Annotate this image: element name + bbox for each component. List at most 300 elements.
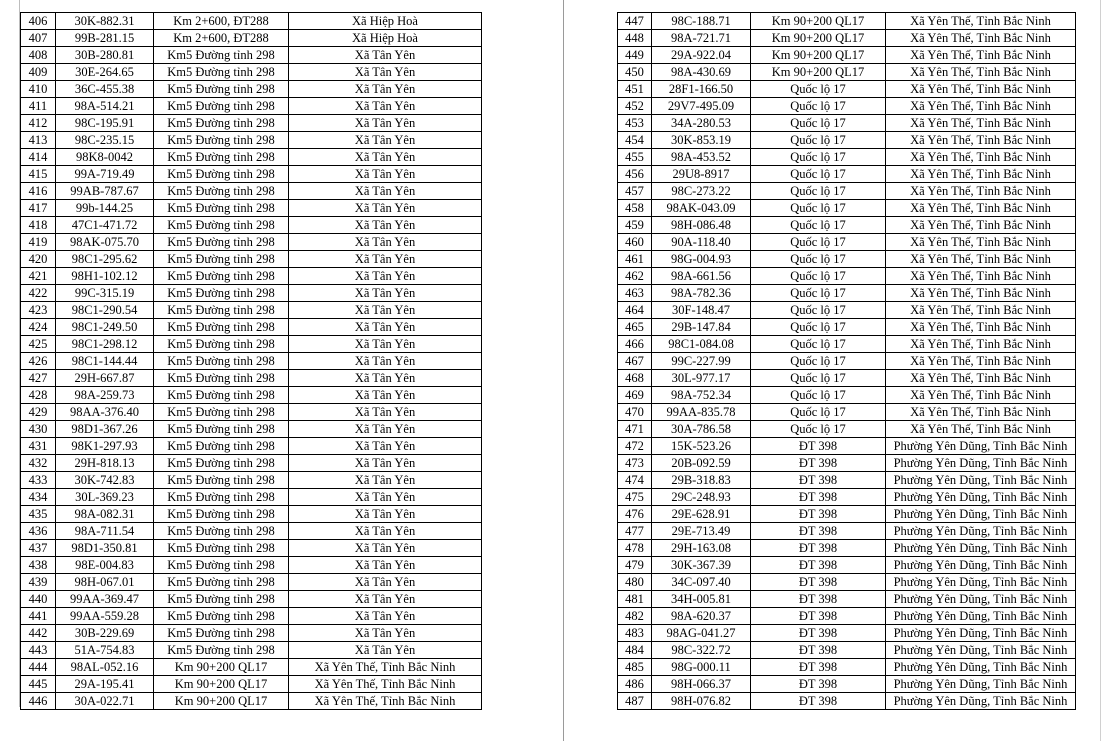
row-number: 474 bbox=[618, 472, 652, 489]
violation-location: Km5 Đường tỉnh 298 bbox=[154, 319, 289, 336]
row-number: 417 bbox=[21, 200, 56, 217]
row-number: 467 bbox=[618, 353, 652, 370]
violation-location: Quốc lộ 17 bbox=[751, 115, 886, 132]
table-row bbox=[21, 455, 482, 472]
row-number: 476 bbox=[618, 506, 652, 523]
row-number: 481 bbox=[618, 591, 652, 608]
commune: Xã Tân Yên bbox=[289, 302, 482, 319]
row-number: 443 bbox=[21, 642, 56, 659]
row-number: 457 bbox=[618, 183, 652, 200]
plate-number: 98H-067.01 bbox=[56, 574, 154, 591]
row-number: 415 bbox=[21, 166, 56, 183]
row-number: 420 bbox=[21, 251, 56, 268]
commune: Phường Yên Dũng, Tỉnh Bắc Ninh bbox=[886, 642, 1076, 659]
commune: Xã Yên Thế, Tỉnh Bắc Ninh bbox=[886, 13, 1076, 30]
commune: Phường Yên Dũng, Tỉnh Bắc Ninh bbox=[886, 455, 1076, 472]
commune: Xã Yên Thế, Tỉnh Bắc Ninh bbox=[886, 404, 1076, 421]
violation-location: Quốc lộ 17 bbox=[751, 149, 886, 166]
table-row bbox=[618, 625, 1076, 642]
row-number: 449 bbox=[618, 47, 652, 64]
commune: Phường Yên Dũng, Tỉnh Bắc Ninh bbox=[886, 489, 1076, 506]
plate-number: 29C-248.93 bbox=[652, 489, 751, 506]
violation-location: Quốc lộ 17 bbox=[751, 98, 886, 115]
row-number: 416 bbox=[21, 183, 56, 200]
row-number: 412 bbox=[21, 115, 56, 132]
plate-number: 47C1-471.72 bbox=[56, 217, 154, 234]
plate-number: 99AA-559.28 bbox=[56, 608, 154, 625]
row-number: 406 bbox=[21, 13, 56, 30]
row-number: 409 bbox=[21, 64, 56, 81]
plate-number: 15K-523.26 bbox=[652, 438, 751, 455]
violation-location: Km 90+200 QL17 bbox=[154, 693, 289, 710]
row-number: 442 bbox=[21, 625, 56, 642]
table-row bbox=[21, 81, 482, 98]
row-number: 407 bbox=[21, 30, 56, 47]
violation-location: Quốc lộ 17 bbox=[751, 234, 886, 251]
table-row bbox=[21, 217, 482, 234]
plate-number: 98AG-041.27 bbox=[652, 625, 751, 642]
violation-location: Km5 Đường tỉnh 298 bbox=[154, 47, 289, 64]
violation-location: Km 90+200 QL17 bbox=[751, 30, 886, 47]
violation-location: Quốc lộ 17 bbox=[751, 421, 886, 438]
row-number: 408 bbox=[21, 47, 56, 64]
commune: Xã Tân Yên bbox=[289, 472, 482, 489]
violation-location: Km5 Đường tỉnh 298 bbox=[154, 472, 289, 489]
commune: Xã Yên Thế, Tỉnh Bắc Ninh bbox=[886, 387, 1076, 404]
table-row bbox=[618, 285, 1076, 302]
row-number: 458 bbox=[618, 200, 652, 217]
row-number: 465 bbox=[618, 319, 652, 336]
table-row bbox=[618, 234, 1076, 251]
violation-location: Km 90+200 QL17 bbox=[154, 676, 289, 693]
table-row bbox=[21, 404, 482, 421]
plate-number: 98C-273.22 bbox=[652, 183, 751, 200]
table-row bbox=[21, 132, 482, 149]
plate-number: 30L-369.23 bbox=[56, 489, 154, 506]
violation-location: Km5 Đường tỉnh 298 bbox=[154, 353, 289, 370]
commune: Xã Tân Yên bbox=[289, 132, 482, 149]
table-row bbox=[618, 608, 1076, 625]
table-row bbox=[21, 302, 482, 319]
violation-location: Km 90+200 QL17 bbox=[751, 13, 886, 30]
plate-number: 98C1-144.44 bbox=[56, 353, 154, 370]
commune: Phường Yên Dũng, Tỉnh Bắc Ninh bbox=[886, 625, 1076, 642]
commune: Xã Tân Yên bbox=[289, 489, 482, 506]
row-number: 418 bbox=[21, 217, 56, 234]
table-row bbox=[618, 387, 1076, 404]
plate-number: 28F1-166.50 bbox=[652, 81, 751, 98]
violation-location: Quốc lộ 17 bbox=[751, 387, 886, 404]
page-divider bbox=[563, 0, 564, 741]
table-row bbox=[618, 438, 1076, 455]
table-row bbox=[618, 183, 1076, 200]
violation-location: Km5 Đường tỉnh 298 bbox=[154, 591, 289, 608]
row-number: 448 bbox=[618, 30, 652, 47]
commune: Xã Yên Thế, Tỉnh Bắc Ninh bbox=[886, 251, 1076, 268]
violation-location: Km 2+600, ĐT288 bbox=[154, 13, 289, 30]
plate-number: 98AK-075.70 bbox=[56, 234, 154, 251]
commune: Xã Tân Yên bbox=[289, 98, 482, 115]
plate-number: 98H-066.37 bbox=[652, 676, 751, 693]
violation-location: Km5 Đường tỉnh 298 bbox=[154, 81, 289, 98]
plate-number: 98C-322.72 bbox=[652, 642, 751, 659]
violation-location: Km5 Đường tỉnh 298 bbox=[154, 217, 289, 234]
plate-number: 98H1-102.12 bbox=[56, 268, 154, 285]
plate-number: 34A-280.53 bbox=[652, 115, 751, 132]
violation-location: Km5 Đường tỉnh 298 bbox=[154, 455, 289, 472]
table-row bbox=[21, 200, 482, 217]
row-number: 438 bbox=[21, 557, 56, 574]
row-number: 451 bbox=[618, 81, 652, 98]
plate-number: 99AA-369.47 bbox=[56, 591, 154, 608]
row-number: 427 bbox=[21, 370, 56, 387]
plate-number: 98C1-249.50 bbox=[56, 319, 154, 336]
row-number: 450 bbox=[618, 64, 652, 81]
row-number: 452 bbox=[618, 98, 652, 115]
table-row bbox=[618, 591, 1076, 608]
commune: Phường Yên Dũng, Tỉnh Bắc Ninh bbox=[886, 574, 1076, 591]
commune: Xã Yên Thế, Tỉnh Bắc Ninh bbox=[886, 370, 1076, 387]
table-row bbox=[618, 676, 1076, 693]
table-row bbox=[618, 30, 1076, 47]
row-number: 439 bbox=[21, 574, 56, 591]
table-row bbox=[618, 13, 1076, 30]
row-number: 470 bbox=[618, 404, 652, 421]
commune: Xã Tân Yên bbox=[289, 438, 482, 455]
violation-location: Km5 Đường tỉnh 298 bbox=[154, 64, 289, 81]
plate-number: 98E-004.83 bbox=[56, 557, 154, 574]
violation-location: Km5 Đường tỉnh 298 bbox=[154, 251, 289, 268]
violation-location: Km5 Đường tỉnh 298 bbox=[154, 608, 289, 625]
commune: Xã Tân Yên bbox=[289, 387, 482, 404]
row-number: 429 bbox=[21, 404, 56, 421]
commune: Xã Yên Thế, Tỉnh Bắc Ninh bbox=[886, 115, 1076, 132]
table-row bbox=[21, 506, 482, 523]
plate-number: 98C-235.15 bbox=[56, 132, 154, 149]
table-row bbox=[618, 98, 1076, 115]
violation-location: Km5 Đường tỉnh 298 bbox=[154, 132, 289, 149]
violation-location: Km5 Đường tỉnh 298 bbox=[154, 625, 289, 642]
plate-number: 98H-076.82 bbox=[652, 693, 751, 710]
commune: Phường Yên Dũng, Tỉnh Bắc Ninh bbox=[886, 438, 1076, 455]
violation-location: ĐT 398 bbox=[751, 625, 886, 642]
row-number: 478 bbox=[618, 540, 652, 557]
table-row bbox=[21, 370, 482, 387]
commune: Xã Yên Thế, Tỉnh Bắc Ninh bbox=[886, 285, 1076, 302]
violation-location: Km5 Đường tỉnh 298 bbox=[154, 540, 289, 557]
table-row bbox=[21, 115, 482, 132]
plate-number: 99C-227.99 bbox=[652, 353, 751, 370]
plate-number: 30F-148.47 bbox=[652, 302, 751, 319]
table-row bbox=[21, 693, 482, 710]
plate-number: 98AL-052.16 bbox=[56, 659, 154, 676]
violation-location: Km5 Đường tỉnh 298 bbox=[154, 268, 289, 285]
row-number: 421 bbox=[21, 268, 56, 285]
row-number: 441 bbox=[21, 608, 56, 625]
violation-location: Km 90+200 QL17 bbox=[751, 64, 886, 81]
violation-location: Km5 Đường tỉnh 298 bbox=[154, 234, 289, 251]
violation-location: Km5 Đường tỉnh 298 bbox=[154, 200, 289, 217]
commune: Xã Yên Thế, Tỉnh Bắc Ninh bbox=[886, 166, 1076, 183]
row-number: 446 bbox=[21, 693, 56, 710]
row-number: 426 bbox=[21, 353, 56, 370]
violation-location: Quốc lộ 17 bbox=[751, 404, 886, 421]
table-row bbox=[618, 149, 1076, 166]
commune: Phường Yên Dũng, Tỉnh Bắc Ninh bbox=[886, 591, 1076, 608]
violation-location: Km5 Đường tỉnh 298 bbox=[154, 523, 289, 540]
plate-number: 98AK-043.09 bbox=[652, 200, 751, 217]
commune: Xã Yên Thế, Tỉnh Bắc Ninh bbox=[886, 353, 1076, 370]
table-row bbox=[618, 64, 1076, 81]
commune: Xã Tân Yên bbox=[289, 540, 482, 557]
table-row bbox=[21, 319, 482, 336]
table-row bbox=[618, 540, 1076, 557]
commune: Xã Yên Thế, Tỉnh Bắc Ninh bbox=[886, 268, 1076, 285]
row-number: 485 bbox=[618, 659, 652, 676]
commune: Xã Tân Yên bbox=[289, 455, 482, 472]
violation-location: Km5 Đường tỉnh 298 bbox=[154, 557, 289, 574]
table-row bbox=[618, 81, 1076, 98]
row-number: 414 bbox=[21, 149, 56, 166]
table-row bbox=[618, 557, 1076, 574]
row-number: 433 bbox=[21, 472, 56, 489]
plate-number: 98C1-295.62 bbox=[56, 251, 154, 268]
violation-location: Km5 Đường tỉnh 298 bbox=[154, 642, 289, 659]
plate-number: 20B-092.59 bbox=[652, 455, 751, 472]
table-row bbox=[21, 251, 482, 268]
row-number: 456 bbox=[618, 166, 652, 183]
table-row bbox=[618, 268, 1076, 285]
violation-location: ĐT 398 bbox=[751, 557, 886, 574]
row-number: 487 bbox=[618, 693, 652, 710]
plate-number: 30K-367.39 bbox=[652, 557, 751, 574]
violation-location: Quốc lộ 17 bbox=[751, 319, 886, 336]
table-row bbox=[618, 132, 1076, 149]
violation-location: ĐT 398 bbox=[751, 438, 886, 455]
commune: Xã Tân Yên bbox=[289, 574, 482, 591]
commune: Xã Yên Thế, Tỉnh Bắc Ninh bbox=[886, 30, 1076, 47]
commune: Xã Tân Yên bbox=[289, 557, 482, 574]
commune: Xã Yên Thế, Tỉnh Bắc Ninh bbox=[886, 183, 1076, 200]
table-row bbox=[21, 268, 482, 285]
row-number: 410 bbox=[21, 81, 56, 98]
commune: Xã Yên Thế, Tỉnh Bắc Ninh bbox=[886, 421, 1076, 438]
commune: Xã Hiệp Hoà bbox=[289, 13, 482, 30]
table-row bbox=[21, 557, 482, 574]
table-row bbox=[21, 659, 482, 676]
commune: Phường Yên Dũng, Tỉnh Bắc Ninh bbox=[886, 523, 1076, 540]
violation-location: Km5 Đường tỉnh 298 bbox=[154, 404, 289, 421]
table-row bbox=[618, 166, 1076, 183]
violation-location: Km5 Đường tỉnh 298 bbox=[154, 166, 289, 183]
plate-number: 98A-661.56 bbox=[652, 268, 751, 285]
row-number: 424 bbox=[21, 319, 56, 336]
violation-location: Km5 Đường tỉnh 298 bbox=[154, 98, 289, 115]
violation-location: ĐT 398 bbox=[751, 523, 886, 540]
violation-location: ĐT 398 bbox=[751, 608, 886, 625]
commune: Xã Yên Thế, Tỉnh Bắc Ninh bbox=[886, 200, 1076, 217]
table-row bbox=[618, 336, 1076, 353]
table-row bbox=[21, 608, 482, 625]
table-row bbox=[618, 115, 1076, 132]
commune: Xã Tân Yên bbox=[289, 319, 482, 336]
commune: Xã Yên Thế, Tỉnh Bắc Ninh bbox=[886, 149, 1076, 166]
table-row bbox=[618, 642, 1076, 659]
commune: Xã Yên Thế, Tỉnh Bắc Ninh bbox=[886, 336, 1076, 353]
commune: Xã Yên Thế, Tỉnh Bắc Ninh bbox=[886, 319, 1076, 336]
plate-number: 98C-195.91 bbox=[56, 115, 154, 132]
table-row bbox=[21, 234, 482, 251]
violation-location: ĐT 398 bbox=[751, 591, 886, 608]
table-row bbox=[618, 455, 1076, 472]
violation-location: Km 2+600, ĐT288 bbox=[154, 30, 289, 47]
table-row bbox=[618, 319, 1076, 336]
plate-number: 29B-147.84 bbox=[652, 319, 751, 336]
table-row bbox=[21, 183, 482, 200]
table-row bbox=[21, 642, 482, 659]
row-number: 469 bbox=[618, 387, 652, 404]
row-number: 453 bbox=[618, 115, 652, 132]
plate-number: 30A-022.71 bbox=[56, 693, 154, 710]
commune: Xã Tân Yên bbox=[289, 404, 482, 421]
commune: Xã Tân Yên bbox=[289, 506, 482, 523]
plate-number: 99C-315.19 bbox=[56, 285, 154, 302]
plate-number: 98A-453.52 bbox=[652, 149, 751, 166]
commune: Xã Tân Yên bbox=[289, 370, 482, 387]
table-row bbox=[21, 64, 482, 81]
table-row bbox=[21, 676, 482, 693]
violation-location: Km5 Đường tỉnh 298 bbox=[154, 336, 289, 353]
page-right-edge bbox=[1100, 0, 1101, 741]
plate-number: 98H-086.48 bbox=[652, 217, 751, 234]
table-row bbox=[618, 353, 1076, 370]
violation-location: Km5 Đường tỉnh 298 bbox=[154, 574, 289, 591]
commune: Phường Yên Dũng, Tỉnh Bắc Ninh bbox=[886, 506, 1076, 523]
violation-location: ĐT 398 bbox=[751, 472, 886, 489]
table-row bbox=[618, 251, 1076, 268]
violation-location: Quốc lộ 17 bbox=[751, 217, 886, 234]
plate-number: 30B-229.69 bbox=[56, 625, 154, 642]
commune: Xã Yên Thế, Tỉnh Bắc Ninh bbox=[289, 659, 482, 676]
row-number: 463 bbox=[618, 285, 652, 302]
plate-number: 98A-752.34 bbox=[652, 387, 751, 404]
violation-location: ĐT 398 bbox=[751, 676, 886, 693]
plate-number: 30A-786.58 bbox=[652, 421, 751, 438]
row-number: 447 bbox=[618, 13, 652, 30]
table-row bbox=[21, 336, 482, 353]
violation-location: Km5 Đường tỉnh 298 bbox=[154, 489, 289, 506]
commune: Xã Tân Yên bbox=[289, 200, 482, 217]
plate-number: 99AB-787.67 bbox=[56, 183, 154, 200]
violation-location: Quốc lộ 17 bbox=[751, 268, 886, 285]
commune: Xã Tân Yên bbox=[289, 251, 482, 268]
row-number: 411 bbox=[21, 98, 56, 115]
plate-number: 98C1-298.12 bbox=[56, 336, 154, 353]
commune: Phường Yên Dũng, Tỉnh Bắc Ninh bbox=[886, 693, 1076, 710]
violation-location: Quốc lộ 17 bbox=[751, 302, 886, 319]
row-number: 430 bbox=[21, 421, 56, 438]
violation-location: Km5 Đường tỉnh 298 bbox=[154, 387, 289, 404]
row-number: 428 bbox=[21, 387, 56, 404]
row-number: 454 bbox=[618, 132, 652, 149]
plate-number: 99AA-835.78 bbox=[652, 404, 751, 421]
commune: Xã Tân Yên bbox=[289, 234, 482, 251]
commune: Xã Tân Yên bbox=[289, 421, 482, 438]
plate-number: 29B-318.83 bbox=[652, 472, 751, 489]
plate-number: 30K-742.83 bbox=[56, 472, 154, 489]
plate-number: 98A-620.37 bbox=[652, 608, 751, 625]
plate-number: 29U8-8917 bbox=[652, 166, 751, 183]
violation-location: Km5 Đường tỉnh 298 bbox=[154, 421, 289, 438]
row-number: 460 bbox=[618, 234, 652, 251]
plate-number: 98A-721.71 bbox=[652, 30, 751, 47]
commune: Xã Yên Thế, Tỉnh Bắc Ninh bbox=[289, 693, 482, 710]
plate-number: 90A-118.40 bbox=[652, 234, 751, 251]
table-row bbox=[618, 404, 1076, 421]
table-row bbox=[21, 438, 482, 455]
commune: Phường Yên Dũng, Tỉnh Bắc Ninh bbox=[886, 557, 1076, 574]
row-number: 479 bbox=[618, 557, 652, 574]
row-number: 422 bbox=[21, 285, 56, 302]
commune: Xã Tân Yên bbox=[289, 183, 482, 200]
table-row bbox=[618, 693, 1076, 710]
plate-number: 98K8-0042 bbox=[56, 149, 154, 166]
table-row bbox=[21, 13, 482, 30]
row-number: 484 bbox=[618, 642, 652, 659]
row-number: 459 bbox=[618, 217, 652, 234]
violation-location: Quốc lộ 17 bbox=[751, 370, 886, 387]
table-row bbox=[21, 353, 482, 370]
plate-number: 30K-853.19 bbox=[652, 132, 751, 149]
violation-location: Quốc lộ 17 bbox=[751, 353, 886, 370]
violation-location: Quốc lộ 17 bbox=[751, 336, 886, 353]
violation-location: ĐT 398 bbox=[751, 455, 886, 472]
plate-number: 98A-711.54 bbox=[56, 523, 154, 540]
row-number: 480 bbox=[618, 574, 652, 591]
commune: Xã Yên Thế, Tỉnh Bắc Ninh bbox=[886, 81, 1076, 98]
table-row bbox=[21, 540, 482, 557]
row-number: 462 bbox=[618, 268, 652, 285]
violation-location: Km5 Đường tỉnh 298 bbox=[154, 370, 289, 387]
table-row bbox=[21, 149, 482, 166]
table-row bbox=[618, 370, 1076, 387]
plate-number: 98K1-297.93 bbox=[56, 438, 154, 455]
violation-location: Km 90+200 QL17 bbox=[751, 47, 886, 64]
plate-number: 99b-144.25 bbox=[56, 200, 154, 217]
commune: Phường Yên Dũng, Tỉnh Bắc Ninh bbox=[886, 608, 1076, 625]
table-row bbox=[618, 574, 1076, 591]
table-row bbox=[21, 387, 482, 404]
commune: Xã Tân Yên bbox=[289, 115, 482, 132]
row-number: 475 bbox=[618, 489, 652, 506]
violation-location: Quốc lộ 17 bbox=[751, 251, 886, 268]
violation-location: Quốc lộ 17 bbox=[751, 285, 886, 302]
plate-number: 30B-280.81 bbox=[56, 47, 154, 64]
row-number: 466 bbox=[618, 336, 652, 353]
row-number: 425 bbox=[21, 336, 56, 353]
violation-location: Quốc lộ 17 bbox=[751, 183, 886, 200]
commune: Xã Tân Yên bbox=[289, 523, 482, 540]
plate-number: 34H-005.81 bbox=[652, 591, 751, 608]
row-number: 486 bbox=[618, 676, 652, 693]
violation-location: Km 90+200 QL17 bbox=[154, 659, 289, 676]
table-row bbox=[21, 489, 482, 506]
plate-number: 29H-667.87 bbox=[56, 370, 154, 387]
plate-number: 29H-818.13 bbox=[56, 455, 154, 472]
commune: Xã Tân Yên bbox=[289, 642, 482, 659]
table-row bbox=[21, 625, 482, 642]
table-row bbox=[21, 285, 482, 302]
